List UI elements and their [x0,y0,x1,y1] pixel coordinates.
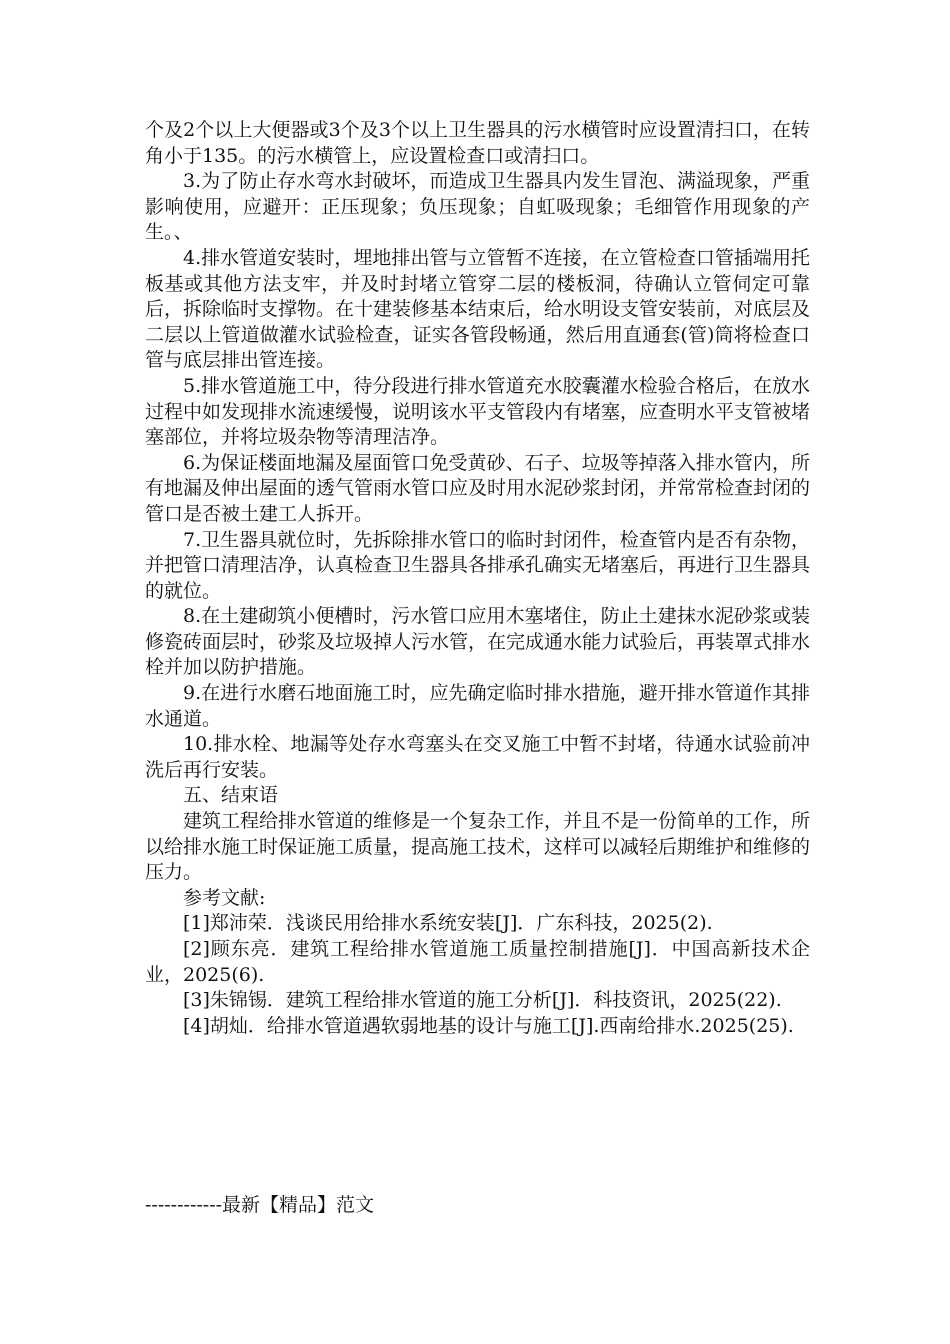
section-heading-conclusion: 五、结束语 [183,784,279,807]
paragraph-1: 个及2个以上大便器或3个及3个以上卫生器具的污水横管时应设置清扫口，在转角小于135。的污水横管上，应设置检查口或清扫口。 [145,119,810,167]
references-heading: 参考文献: [183,886,266,909]
paragraph-3: 4.排水管道安装时，埋地排出管与立管暂不连接，在立管检查口管插端用托板基或其他方法支牢，并及时封堵立管穿二层的楼板洞，待确认立管伺定可靠后，拆除临时支撑物。在十建装修基本结束后，给水明设支管安装前，对底层及二层以上管道做灌水试验检查，证实各管段畅通，然后用直通套(管)筒将检查口管与底层排出管连接。 [145,246,811,372]
paragraph-9: 10.排水栓、地漏等处存水弯塞头在交叉施工中暂不封堵，待通水试验前冲洗后再行安装。 [145,733,810,781]
paragraph-8: 9.在进行水磨石地面施工时，应先确定临时排水措施，避开排水管道作其排水通道。 [145,682,810,730]
paragraph-2: 3.为了防止存水弯水封破坏，而造成卫生器具内发生冒泡、满溢现象，严重影响使用，应避开：正压现象；负压现象；自虹吸现象；毛细管作用现象的产生。、 [145,170,810,244]
paragraph-6: 7.卫生器具就位时，先拆除排水管口的临时封闭件，检查管内是否有杂物，并把管口清理洁净，认真检查卫生器具各排承孔确实无堵塞后，再进行卫生器具的就位。 [145,528,811,602]
reference-item-3: [3]朱锦锡．建筑工程给排水管道的施工分析[J]．科技资讯，2025(22). [183,989,782,1012]
reference-item-1: [1]郑沛荣．浅谈民用给排水系统安装[J]．广东科技，2025(2). [183,912,713,935]
paragraph-conclusion: 建筑工程给排水管道的维修是一个复杂工作，并且不是一份简单的工作，所以给排水施工时保证施工质量，提高施工技术，这样可以减轻后期维护和维修的压力。 [145,810,811,884]
paragraph-5: 6.为保证楼面地漏及屋面管口免受黄砂、石子、垃圾等掉落入排水管内，所有地漏及伸出屋面的透气管雨水管口应及时用水泥砂浆封闭，并常常检查封闭的管口是否被土建工人拆开。 [145,451,811,525]
paragraph-4: 5.排水管道施工中，待分段进行排水管道充水胶囊灌水检验合格后，在放水过程中如发现排水流速缓慢，说明该水平支管段内有堵塞，应查明水平支管被堵塞部位，并将垃圾杂物等清理洁净。 [145,374,811,449]
page-footer: ------------最新【精品】范文 [145,1194,375,1216]
reference-item-4: [4]胡灿．给排水管道遇软弱地基的设计与施工[J].西南给排水.2025(25). [183,1014,794,1037]
reference-item-2: [2]顾东亮．建筑工程给排水管道施工质量控制措施[J]．中国高新技术企业，2025(6). [145,938,810,986]
document-body [145,118,810,1039]
paragraph-7: 8.在土建砌筑小便槽时，污水管口应用木塞堵住，防止土建抹水泥砂浆或装修瓷砖面层时，砂浆及垃圾掉人污水管，在完成通水能力试验后，再装罩式排水栓并加以防护措施。 [145,605,811,679]
